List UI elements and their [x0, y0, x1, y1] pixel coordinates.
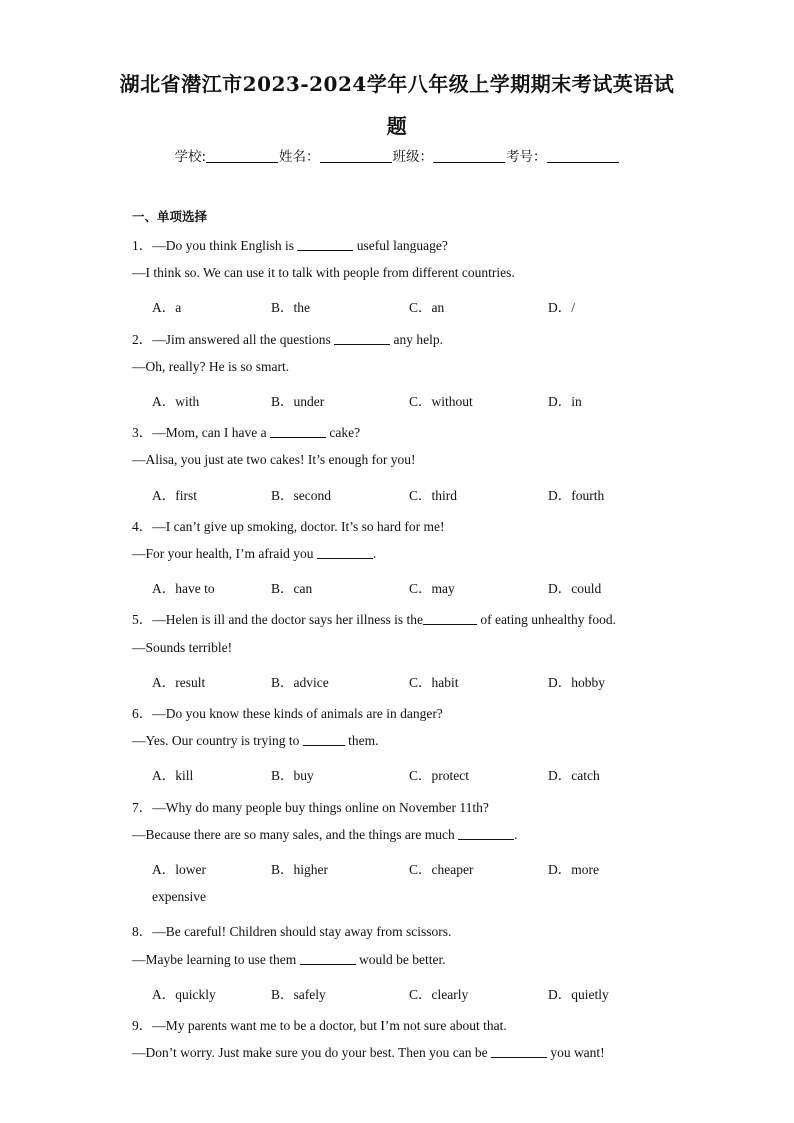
question-4: 4．—I can’t give up smoking, doctor. It’s so hard for me! — [132, 519, 445, 534]
section-heading: 一、单项选择 — [132, 209, 208, 224]
question-5: 5．—Helen is ill and the doctor says her illness is the of eating unhealthy food. — [132, 612, 617, 627]
q1-option-a[interactable]: A．a — [152, 300, 182, 315]
question-5-response: —Sounds terrible! — [132, 640, 233, 655]
name-blank[interactable] — [320, 148, 392, 163]
question-3: 3．—Mom, can I have a cake? — [132, 425, 361, 440]
answer-blank — [458, 827, 514, 840]
q5-option-a[interactable]: A．result — [152, 675, 206, 690]
school-label: 学校: — [174, 149, 207, 165]
q6-option-d[interactable]: D．catch — [548, 768, 600, 783]
q3-option-a[interactable]: A．first — [152, 488, 197, 503]
question-1: 1．—Do you think English is useful language? — [132, 238, 448, 253]
q5-option-b[interactable]: B．advice — [271, 675, 329, 690]
q1-option-b[interactable]: B．the — [271, 300, 310, 315]
q8-option-d[interactable]: D．quietly — [548, 987, 609, 1002]
question-6-response: —Yes. Our country is trying to them. — [132, 733, 379, 748]
q8-option-c[interactable]: C．clearly — [409, 987, 469, 1002]
q2-option-b[interactable]: B．under — [271, 394, 325, 409]
question-9: 9．—My parents want me to be a doctor, but I’m not sure about that. — [132, 1018, 507, 1033]
answer-blank — [491, 1045, 547, 1058]
question-2-response: —Oh, really? He is so smart. — [132, 359, 290, 374]
q2-option-a[interactable]: A．with — [152, 394, 200, 409]
question-9-response: —Don’t worry. Just make sure you do your best. Then you can be you want! — [132, 1045, 605, 1060]
q4-option-c[interactable]: C．may — [409, 581, 455, 596]
question-7-response: —Because there are so many sales, and the things are much . — [132, 827, 518, 842]
q3-option-c[interactable]: C．third — [409, 488, 458, 503]
q7-option-a[interactable]: A．lower — [152, 862, 206, 877]
question-1-response: —I think so. We can use it to talk with people from different countries. — [132, 265, 515, 280]
student-info-line — [0, 145, 794, 165]
answer-blank — [303, 733, 345, 746]
q3-option-b[interactable]: B．second — [271, 488, 331, 503]
answer-blank — [317, 546, 373, 559]
q7-option-d[interactable]: D．more — [548, 862, 599, 877]
q4-option-d[interactable]: D．could — [548, 581, 602, 596]
class-label: 班级： — [392, 149, 434, 165]
q7-option-b[interactable]: B．higher — [271, 862, 328, 877]
exam-title: 湖北省潜江市2023-2024学年八年级上学期期末考试英语试 — [119, 72, 675, 96]
question-2: 2．—Jim answered all the questions any help. — [132, 332, 443, 347]
question-6: 6．—Do you know these kinds of animals are in danger? — [132, 706, 443, 721]
q1-option-d[interactable]: D．/ — [548, 300, 575, 315]
answer-blank — [300, 952, 356, 965]
exam-title-continued: 题 — [386, 114, 408, 138]
question-3-response: —Alisa, you just ate two cakes! It’s enough for you! — [132, 452, 416, 467]
answer-blank — [423, 612, 477, 625]
number-blank[interactable] — [547, 148, 619, 163]
q4-option-b[interactable]: B．can — [271, 581, 313, 596]
school-blank[interactable] — [206, 148, 278, 163]
q4-option-a[interactable]: A．have to — [152, 581, 215, 596]
q8-option-b[interactable]: B．safely — [271, 987, 326, 1002]
q8-option-a[interactable]: A．quickly — [152, 987, 216, 1002]
class-blank[interactable] — [433, 148, 505, 163]
answer-blank — [270, 425, 326, 438]
q7-option-c[interactable]: C．cheaper — [409, 862, 474, 877]
number-label: 考号： — [506, 149, 547, 165]
q6-option-b[interactable]: B．buy — [271, 768, 314, 783]
q2-option-d[interactable]: D．in — [548, 394, 582, 409]
question-8: 8．—Be careful! Children should stay away from scissors. — [132, 924, 452, 939]
q7-option-d-continued: expensive — [152, 889, 206, 904]
answer-blank — [297, 238, 353, 251]
question-7: 7．—Why do many people buy things online on November 11th? — [132, 800, 489, 815]
q5-option-c[interactable]: C．habit — [409, 675, 459, 690]
q5-option-d[interactable]: D．hobby — [548, 675, 605, 690]
q2-option-c[interactable]: C．without — [409, 394, 473, 409]
question-8-response: —Maybe learning to use them would be better. — [132, 952, 446, 967]
q3-option-d[interactable]: D．fourth — [548, 488, 605, 503]
answer-blank — [334, 332, 390, 345]
question-4-response: —For your health, I’m afraid you . — [132, 546, 377, 561]
q6-option-c[interactable]: C．protect — [409, 768, 469, 783]
q1-option-c[interactable]: C．an — [409, 300, 445, 315]
name-label: 姓名： — [279, 149, 320, 165]
q6-option-a[interactable]: A．kill — [152, 768, 194, 783]
